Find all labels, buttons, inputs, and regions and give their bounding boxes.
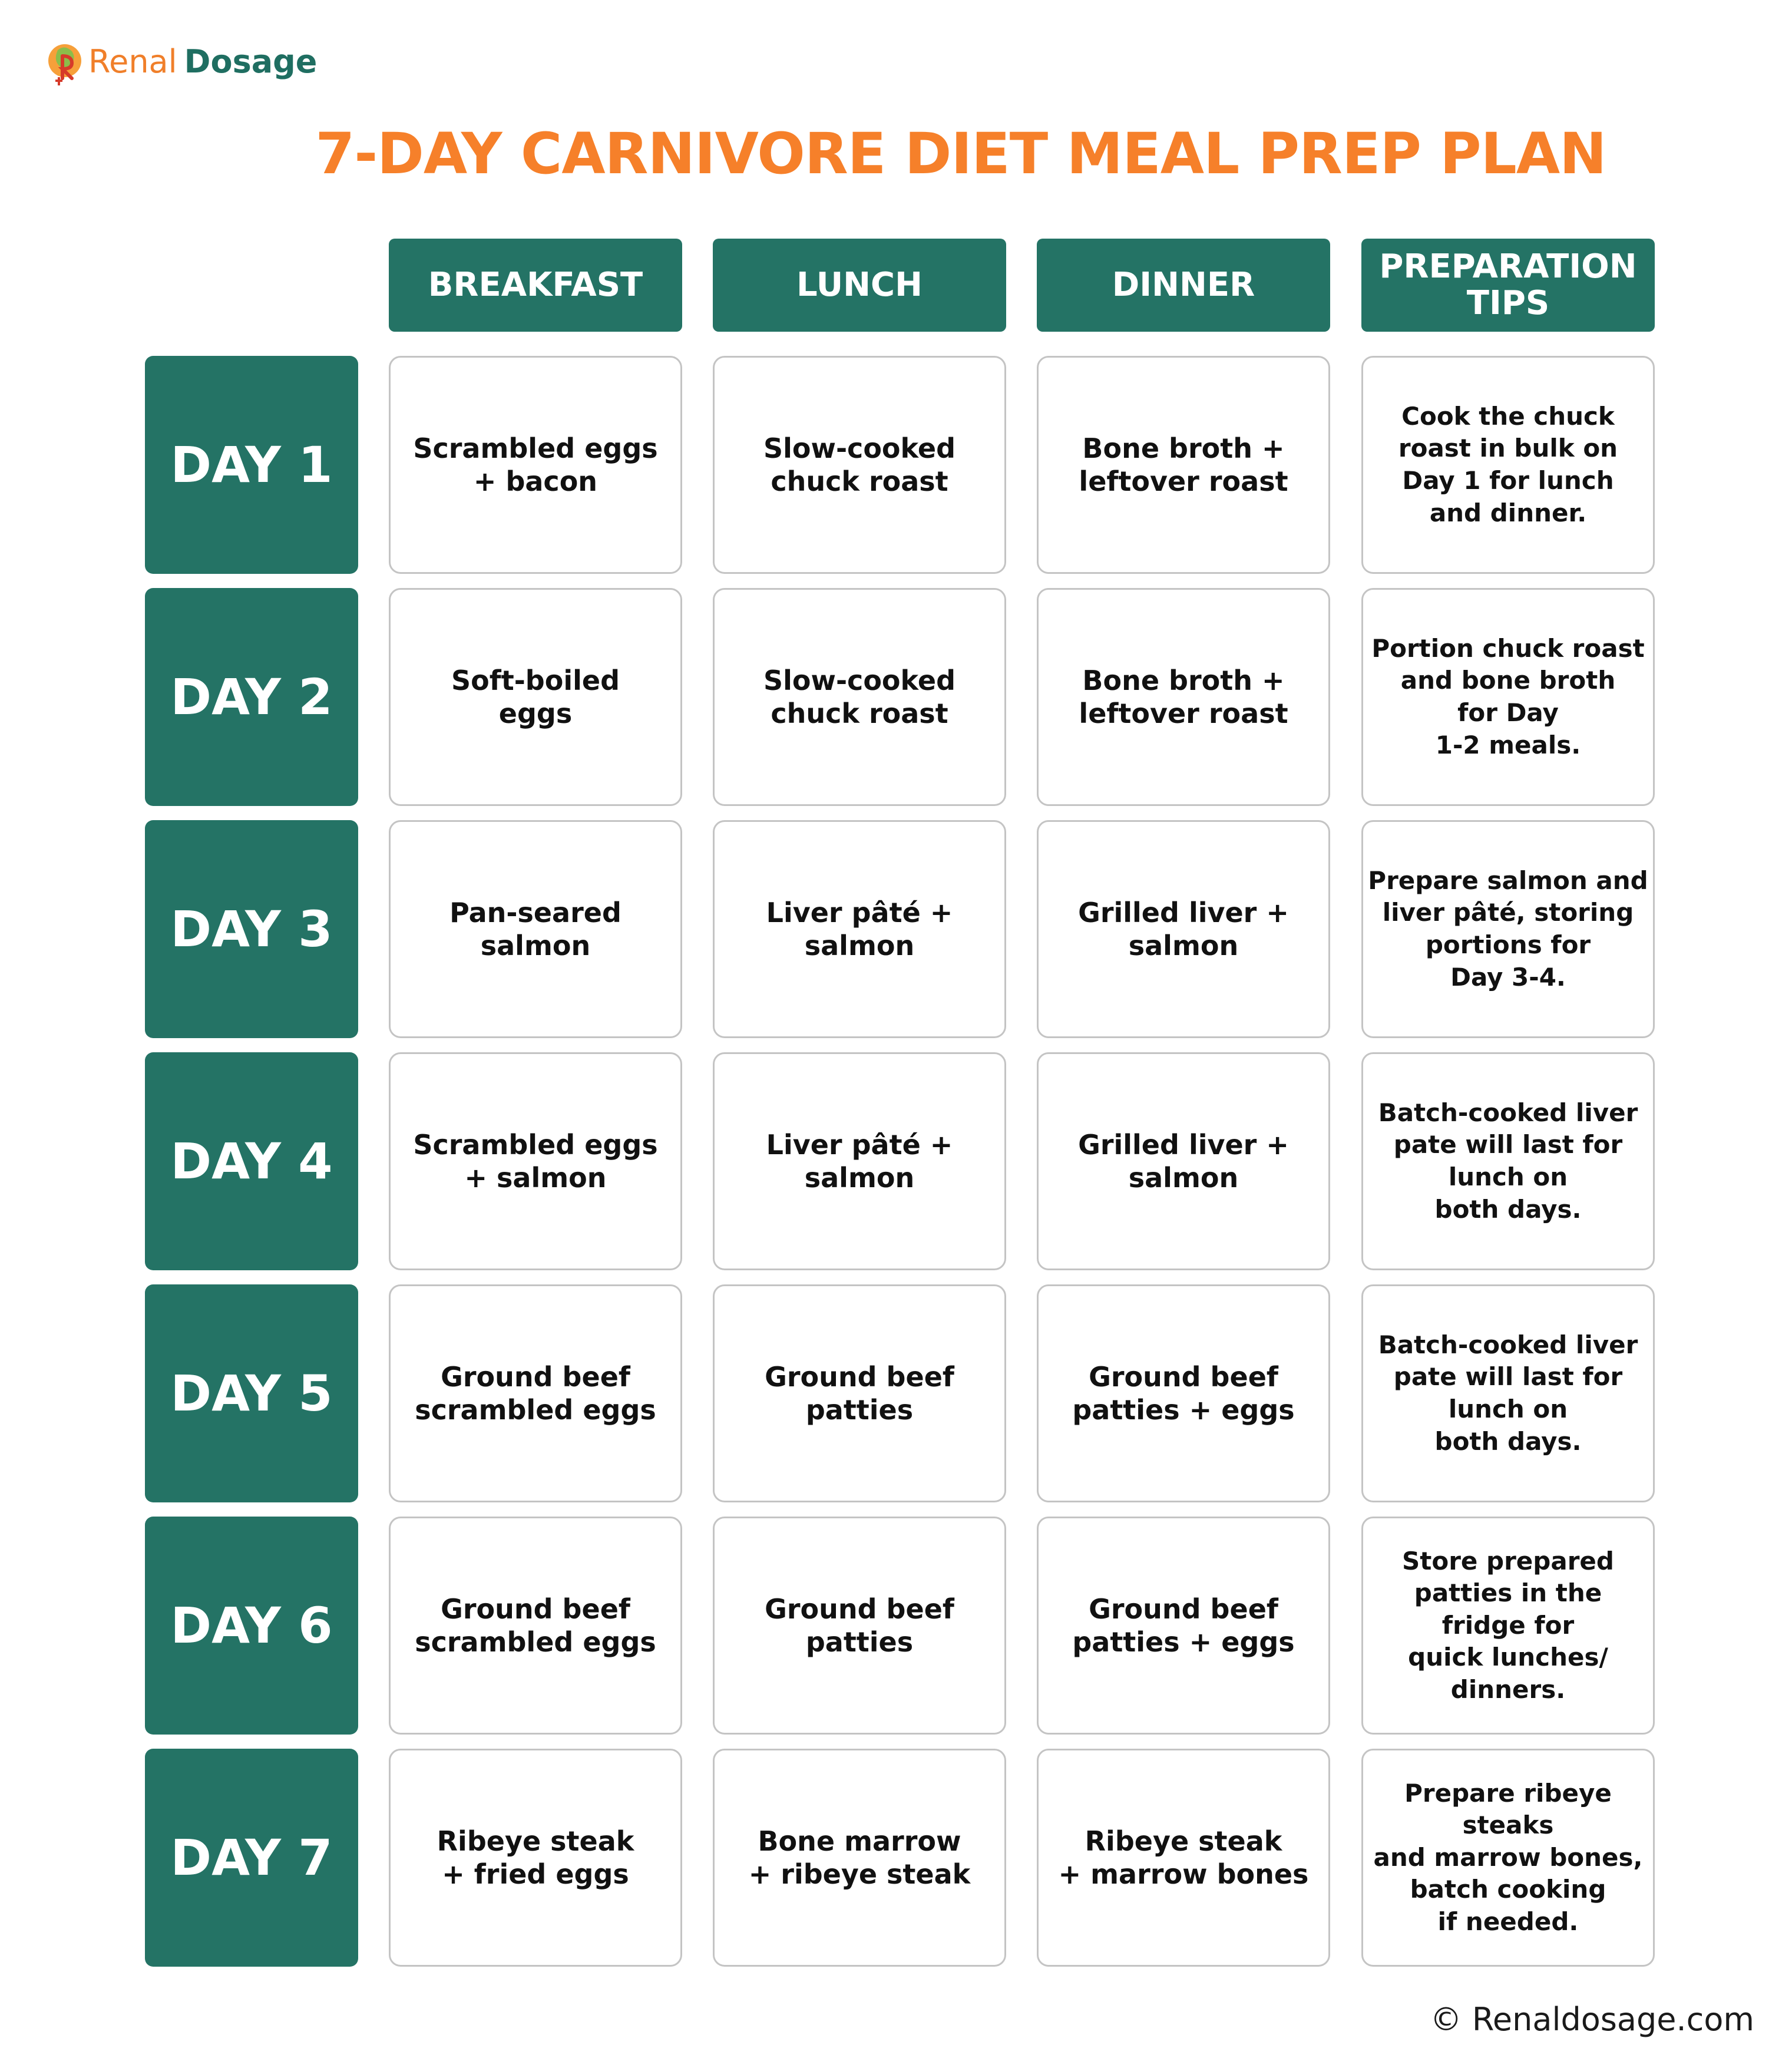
cell-day5-breakfast: Ground beef scrambled eggs [389,1284,682,1502]
header-breakfast: BREAKFAST [389,239,682,332]
brand-name [88,43,318,80]
cell-day1-breakfast: Scrambled eggs + bacon [389,356,682,574]
cell-day4-tip: Batch-cooked liver pate will last for lunch on both days. [1361,1052,1655,1270]
cell-day6-lunch: Ground beef patties [713,1517,1006,1735]
cell-day3-tip: Prepare salmon and liver pâté, storing portions for Day 3-4. [1361,820,1655,1038]
cell-day6-tip: Store prepared patties in the fridge for quick lunches/ dinners. [1361,1517,1655,1735]
day-label-7: DAY 7 [145,1749,358,1967]
cell-day3-lunch: Liver pâté + salmon [713,820,1006,1038]
cell-day4-lunch: Liver pâté + salmon [713,1052,1006,1270]
day-label-5: DAY 5 [145,1284,358,1502]
cell-day7-breakfast: Ribeye steak + fried eggs [389,1749,682,1967]
cell-day2-dinner: Bone broth + leftover roast [1037,588,1330,806]
cell-day2-tip: Portion chuck roast and bone broth for Day 1-2 meals. [1361,588,1655,806]
cell-day5-dinner: Ground beef patties + eggs [1037,1284,1330,1502]
cell-day4-dinner: Grilled liver + salmon [1037,1052,1330,1270]
cell-day3-breakfast: Pan-seared salmon [389,820,682,1038]
day-label-1: DAY 1 [145,356,358,574]
day-label-4: DAY 4 [145,1052,358,1270]
header-dinner: DINNER [1037,239,1330,332]
day-label-2: DAY 2 [145,588,358,806]
page-title: 7-DAY CARNIVORE DIET MEAL PREP PLAN [315,121,1606,187]
brand-name-part2: Dosage [184,43,318,80]
cell-day3-dinner: Grilled liver + salmon [1037,820,1330,1038]
day-label-3: DAY 3 [145,820,358,1038]
brand-logo [45,35,317,88]
cell-day4-breakfast: Scrambled eggs + salmon [389,1052,682,1270]
cell-day1-tip: Cook the chuck roast in bulk on Day 1 for lunch and dinner. [1361,356,1655,574]
header-lunch: LUNCH [713,239,1006,332]
copyright-footer: © Renaldosage.com [1430,2001,1754,2038]
cell-day5-tip: Batch-cooked liver pate will last for lunch on both days. [1361,1284,1655,1502]
cell-day6-dinner: Ground beef patties + eggs [1037,1517,1330,1735]
day-label-6: DAY 6 [145,1517,358,1735]
brand-name-part1: Renal [88,43,177,80]
cell-day1-lunch: Slow-cooked chuck roast [713,356,1006,574]
cell-day6-breakfast: Ground beef scrambled eggs [389,1517,682,1735]
cell-day2-lunch: Slow-cooked chuck roast [713,588,1006,806]
cell-day2-breakfast: Soft-boiled eggs [389,588,682,806]
kidney-logo-icon [45,38,86,85]
cell-day1-dinner: Bone broth + leftover roast [1037,356,1330,574]
cell-day7-tip: Prepare ribeye steaks and marrow bones, batch cooking if needed. [1361,1749,1655,1967]
cell-day7-dinner: Ribeye steak + marrow bones [1037,1749,1330,1967]
header-preparation-tips: PREPARATION TIPS [1361,239,1655,332]
cell-day5-lunch: Ground beef patties [713,1284,1006,1502]
cell-day7-lunch: Bone marrow + ribeye steak [713,1749,1006,1967]
